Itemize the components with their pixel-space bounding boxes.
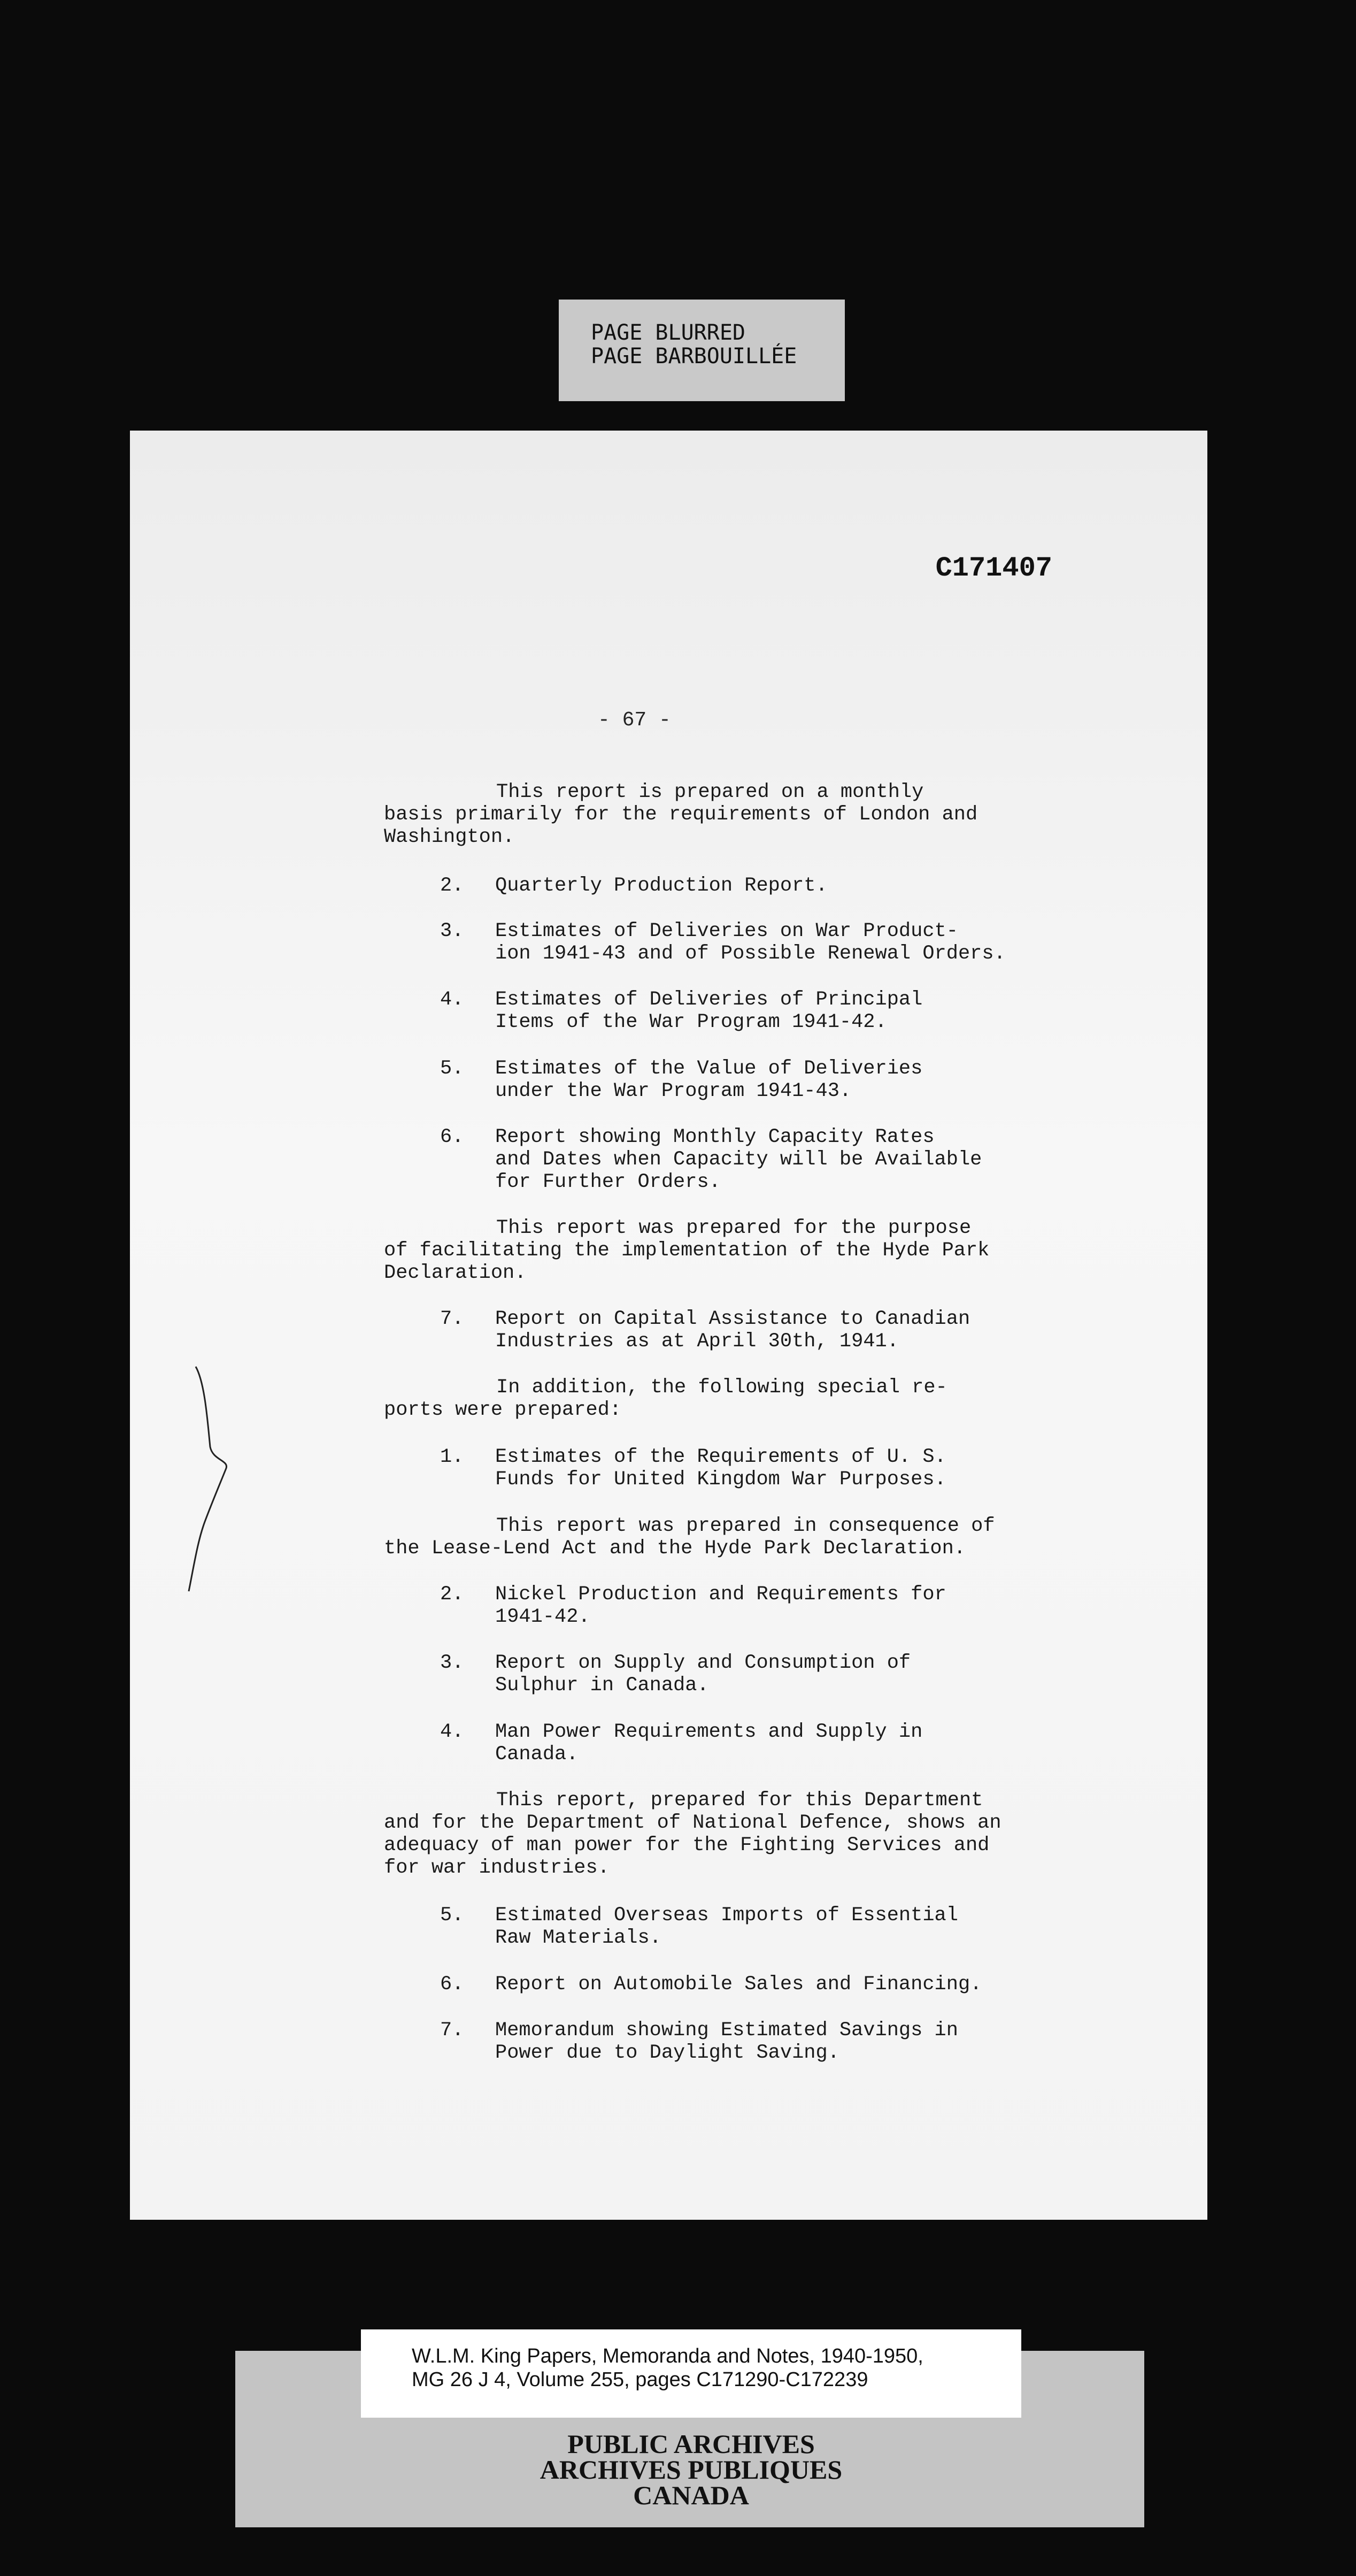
collection-reference-card: [361, 2329, 1021, 2418]
item-text: Memorandum showing Estimated Savings in Power due to Daylight Saving.: [495, 2019, 958, 2064]
item-number: 3.: [440, 920, 464, 942]
stamp-line-1: PAGE BLURRED: [591, 320, 745, 345]
item-number: 7.: [440, 1308, 464, 1330]
item-text: Report on Capital Assistance to Canadian Industries as at April 30th, 1941.: [495, 1308, 970, 1353]
item-number: 3.: [440, 1652, 464, 1674]
item-number: 2.: [440, 1583, 464, 1606]
item-text: Estimated Overseas Imports of Essential Raw Materials.: [495, 1904, 958, 1949]
document-page: [130, 431, 1207, 2220]
item-number: 5.: [440, 1057, 464, 1080]
manpower-paragraph: This report, prepared for this Department and for the Department of National Defence, shows an adequacy of man power for the Fighting Services and for war industries.: [384, 1789, 1001, 1879]
page-blurred-stamp: [559, 300, 845, 401]
item-number: 4.: [440, 988, 464, 1011]
item-text: Quarterly Production Report.: [495, 875, 828, 897]
item-text: Estimates of Deliveries on War Product- ion 1941-43 and of Possible Renewal Orders.: [495, 920, 1006, 965]
margin-pen-mark: [186, 1361, 250, 1607]
item-text: Nickel Production and Requirements for 1941-42.: [495, 1583, 946, 1628]
intro-paragraph: This report is prepared on a monthly basis primarily for the requirements of London and Washington.: [384, 781, 978, 848]
item-number: 6.: [440, 1126, 464, 1148]
item-text: Man Power Requirements and Supply in Canada.: [495, 1721, 923, 1766]
item-number: 2.: [440, 875, 464, 897]
archives-line-1: PUBLIC ARCHIVES: [567, 2429, 815, 2459]
hyde-park-paragraph: This report was prepared for the purpose of facilitating the implementation of the Hyde Park Declaration.: [384, 1217, 990, 1284]
item-text: Report showing Monthly Capacity Rates and Dates when Capacity will be Available for Further Orders.: [495, 1126, 982, 1193]
special-reports-intro: In addition, the following special re- ports were prepared:: [384, 1376, 947, 1421]
lease-lend-paragraph: This report was prepared in consequence of the Lease-Lend Act and the Hyde Park Declaration.: [384, 1515, 995, 1560]
item-number: 4.: [440, 1721, 464, 1743]
public-archives-stamp: [361, 2420, 1021, 2527]
reference-line-1: W.L.M. King Papers, Memoranda and Notes, 1940-1950,: [412, 2345, 923, 2367]
archives-line-2: ARCHIVES PUBLIQUES: [540, 2455, 843, 2485]
reference-line-2: MG 26 J 4, Volume 255, pages C171290-C172239: [412, 2368, 868, 2391]
document-id: C171407: [935, 553, 1052, 584]
stamp-line-2: PAGE BARBOUILLÉE: [591, 344, 797, 369]
item-number: 6.: [440, 1973, 464, 1996]
item-text: Report on Automobile Sales and Financing.: [495, 1973, 982, 1996]
item-number: 1.: [440, 1446, 464, 1468]
item-number: 5.: [440, 1904, 464, 1927]
item-number: 7.: [440, 2019, 464, 2042]
page-number: - 67 -: [598, 709, 671, 732]
item-text: Report on Supply and Consumption of Sulphur in Canada.: [495, 1652, 911, 1697]
item-text: Estimates of the Requirements of U. S. Funds for United Kingdom War Purposes.: [495, 1446, 946, 1491]
item-text: Estimates of the Value of Deliveries under the War Program 1941-43.: [495, 1057, 923, 1102]
archives-line-3: CANADA: [633, 2480, 749, 2510]
item-text: Estimates of Deliveries of Principal Items of the War Program 1941-42.: [495, 988, 923, 1033]
